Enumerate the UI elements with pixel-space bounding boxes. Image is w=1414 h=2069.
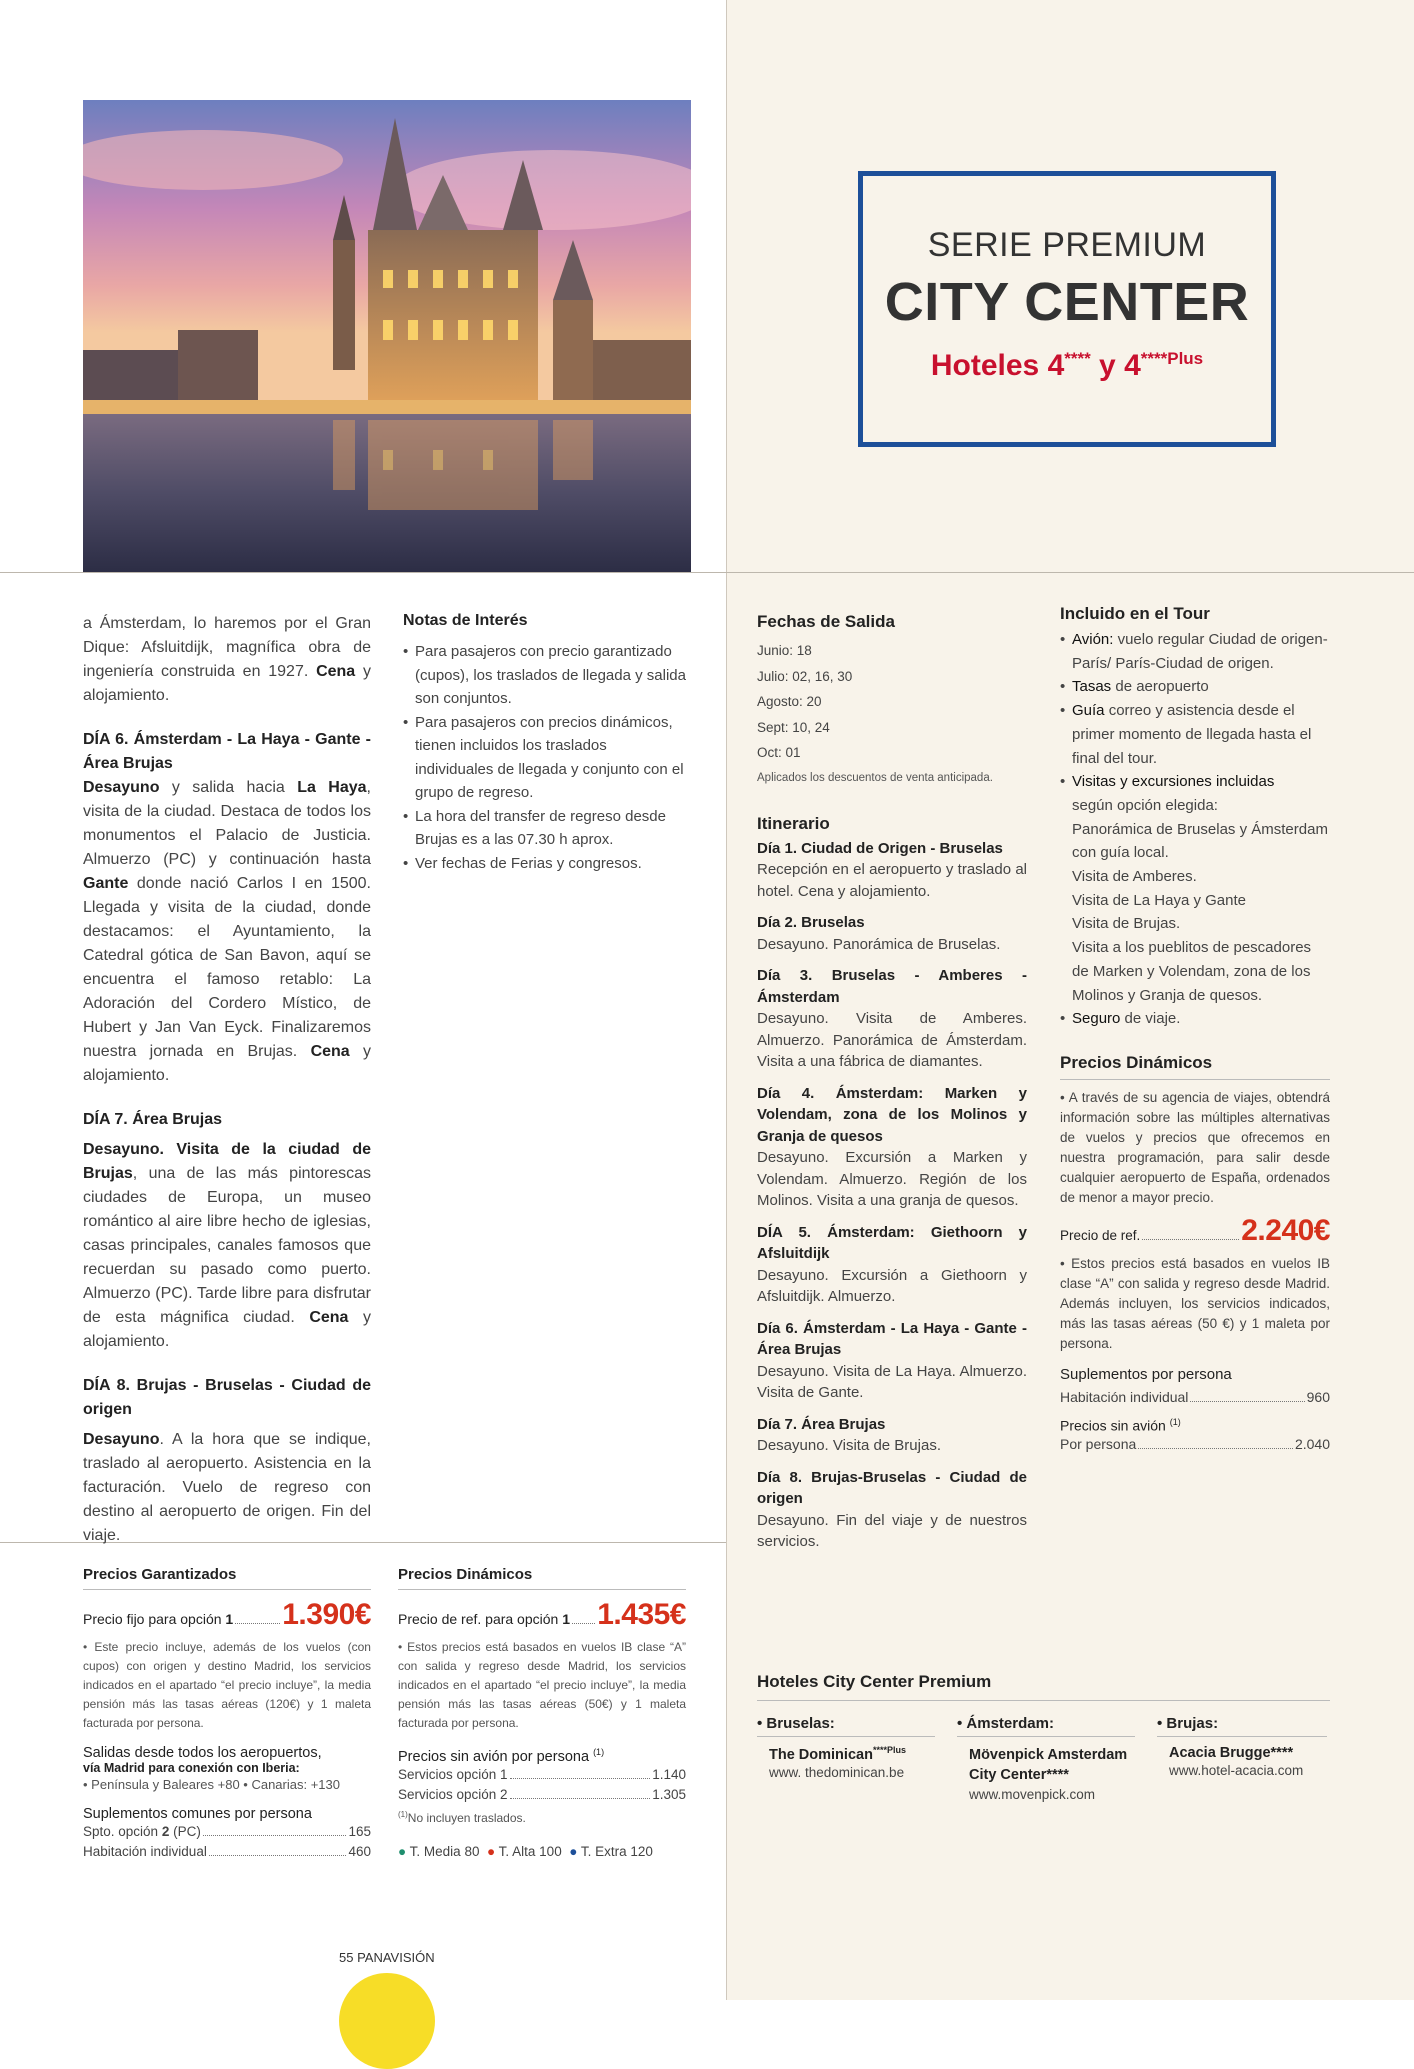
price-label bbox=[398, 1611, 570, 1627]
footnote bbox=[398, 1805, 686, 1828]
footnote-mark: (1) bbox=[398, 1809, 408, 1819]
dynamic-price-row bbox=[398, 1598, 686, 1632]
hotel-name bbox=[757, 1745, 935, 1763]
note-item: • Para pasajeros con precio garantizado (cupos), los traslados de llegada y salida son conjuntos. bbox=[403, 640, 688, 711]
guaranteed-price-row bbox=[83, 1598, 371, 1632]
dot-leader bbox=[1138, 1448, 1293, 1449]
hotel-category-part: Hoteles 4 bbox=[930, 349, 1065, 382]
season-label: T. Alta 100 bbox=[498, 1843, 562, 1859]
supplement-value: 165 bbox=[348, 1824, 371, 1839]
intro-paragraph bbox=[83, 612, 371, 708]
dates-note: Aplicados los descuentos de venta anticipada. bbox=[757, 771, 993, 784]
price-label bbox=[83, 1611, 233, 1627]
season-dot: ● bbox=[486, 1843, 496, 1859]
departures-title: Salidas desde todos los aeropuertos, bbox=[83, 1745, 322, 1761]
item-key: Seguro bbox=[1072, 1010, 1121, 1028]
bold-text: Gante bbox=[83, 875, 129, 892]
included-column bbox=[1060, 604, 1330, 1454]
itinerary-title: Itinerario bbox=[757, 813, 830, 833]
guaranteed-prices bbox=[83, 1566, 371, 1862]
day7-title: DÍA 7. Área Brujas bbox=[83, 1111, 223, 1128]
no-flight-label: Servicios opción 1 bbox=[398, 1766, 508, 1782]
option-number: 1 bbox=[225, 1611, 234, 1627]
no-flight-title bbox=[398, 1747, 686, 1765]
text: Precio de ref. para opción bbox=[398, 1611, 563, 1627]
included-title: Incluido en el Tour bbox=[1060, 604, 1210, 623]
text: (PC) bbox=[169, 1824, 201, 1839]
supplement-label: Habitación individual bbox=[1060, 1388, 1189, 1405]
departures-items: • Península y Baleares +80 • Canarias: +130 bbox=[83, 1777, 340, 1792]
text: a Ámsterdam, lo haremos por el Gran Dique: Afsluitdijk, magnífica obra de ingeniería construida en 1927. bbox=[83, 615, 371, 680]
text: de viaje. bbox=[1120, 1010, 1181, 1028]
day7-text bbox=[83, 1138, 371, 1354]
text: . A la hora que se indique, traslado al aeropuerto. Asistencia en la facturación. Vuelo de regreso con destino al aeropuerto de origen. Fin del viaje. bbox=[83, 1431, 371, 1544]
day-title: Día 7. Área Brujas bbox=[757, 1415, 886, 1433]
day-text: Desayuno. Excursión a Marken y Volendam. Almuerzo. Región de los Molinos. Visita a una granja de quesos. bbox=[757, 1149, 1027, 1209]
itinerary-text-column bbox=[83, 612, 371, 1548]
no-flight-row bbox=[398, 1785, 686, 1805]
item-key: Tasas bbox=[1072, 678, 1112, 696]
dynamic-note: • Estos precios está basados en vuelos IB clase “A” con salida y regreso desde Madrid, los servicios indicados en el apartado “el precio incluye”, la media pensión más las tasas aéreas (50€) y 1 maleta facturada por persona. bbox=[398, 1640, 686, 1730]
bold-text: La Haya bbox=[297, 779, 367, 796]
day6-title: DÍA 6. Ámsterdam - La Haya - Gante - Área Brujas bbox=[83, 731, 371, 772]
footnote-mark: (1) bbox=[593, 1747, 605, 1757]
text: y alojamiento. bbox=[83, 1309, 372, 1350]
dynamic-right-note: • A través de su agencia de viajes, obtendrá información sobre las múltiples alternativas de vuelos y precios que ofrecemos en nuestra programación, para salir desde cualquier aeropuerto de España, ordenados de menor a mayor precio. bbox=[1060, 1089, 1330, 1205]
text: Estos precios está basados en vuelos IB clase “A” con salida y regreso desde Madrid. Además incluyen, los servicios indicados, más las tasas aéreas (50 €) y 1 maleta por persona. bbox=[1060, 1255, 1330, 1351]
included-item bbox=[1060, 675, 1330, 699]
item-key: Guía bbox=[1072, 702, 1105, 720]
dates-itinerary-column bbox=[757, 612, 1027, 1553]
bold-text: Cena bbox=[310, 1043, 350, 1060]
day-text: Recepción en el aeropuerto y traslado al hotel. Cena y alojamiento. bbox=[757, 861, 1027, 900]
day-title: Día 2. Bruselas bbox=[757, 914, 865, 931]
dot-leader bbox=[510, 1798, 651, 1799]
text: y salida hacia bbox=[159, 779, 298, 796]
day-title: Día 1. Ciudad de Origen - Bruselas bbox=[757, 839, 1003, 857]
text: y alojamiento. bbox=[83, 663, 371, 704]
text: Bruselas: bbox=[766, 1715, 835, 1732]
hotel-card bbox=[957, 1715, 1135, 1805]
dynamic-right-note2: • Estos precios está basados en vuelos IB clase “A” con salida y regreso desde Madrid. Además incluyen, los servicios indicados, más las tasas aéreas (50 €) y 1 maleta por persona. bbox=[1060, 1255, 1330, 1351]
day8-text bbox=[83, 1428, 371, 1548]
day-title: Día 8. Brujas-Bruselas - Ciudad de origen bbox=[757, 1468, 1027, 1507]
included-list bbox=[1060, 628, 1330, 1031]
season-label: T. Media 80 bbox=[409, 1843, 480, 1859]
bold-text: Cena bbox=[316, 663, 356, 680]
dot-leader bbox=[510, 1778, 651, 1779]
horizontal-rule bbox=[0, 572, 1414, 573]
supplement-label: Habitación individual bbox=[83, 1844, 207, 1859]
no-flight-right-title bbox=[1060, 1417, 1330, 1434]
stars-plus-sup: ****Plus bbox=[1140, 349, 1204, 368]
text: y alojamiento. bbox=[83, 1043, 371, 1084]
visit-item: Visita de Amberes. bbox=[1072, 868, 1197, 886]
no-flight-value: 1.140 bbox=[652, 1766, 686, 1782]
text: Spto. opción bbox=[83, 1824, 162, 1839]
date-row: Junio: 18 bbox=[757, 643, 812, 658]
supplements-right-title: Suplementos por persona bbox=[1060, 1365, 1232, 1383]
dot-leader bbox=[1190, 1401, 1304, 1402]
text: Ámsterdam: bbox=[966, 1715, 1054, 1732]
text: A través de su agencia de viajes, obtendrá información sobre las múltiples alternativas de vuelos y precios que ofrecemos en nuestra programación, para salir desde cualquier aeropuerto de España, ordenados de menor a mayor precio. bbox=[1060, 1089, 1330, 1205]
hotel-city: • Ámsterdam: bbox=[957, 1715, 1135, 1737]
hotel-category bbox=[863, 349, 1271, 383]
series-label: SERIE PREMIUM bbox=[927, 226, 1207, 264]
visit-item: Visita de La Haya y Gante bbox=[1072, 891, 1246, 909]
departures-subtitle: vía Madrid para conexión con Iberia: bbox=[83, 1761, 300, 1775]
text: Brujas: bbox=[1166, 1715, 1219, 1732]
text: , visita de la ciudad. Destaca de todos los monumentos el Palacio de Justicia. Almuerzo (PC) y continuación hasta bbox=[83, 779, 371, 868]
day8-title: DÍA 8. Brujas - Bruselas - Ciudad de origen bbox=[83, 1377, 371, 1418]
hotels-title: Hoteles City Center Premium bbox=[757, 1672, 992, 1691]
included-item bbox=[1060, 770, 1330, 1007]
hotel-web: www.hotel-acacia.com bbox=[1169, 1763, 1304, 1778]
divider bbox=[757, 1700, 1330, 1701]
page-number: 55 PANAVISIÓN bbox=[339, 1950, 435, 1965]
option-number: 1 bbox=[562, 1611, 571, 1627]
dot-leader bbox=[235, 1623, 280, 1624]
hotel-name: Mövenpick Amsterdam City Center**** bbox=[969, 1747, 1128, 1783]
day-title: Día 3. Bruselas - Amberes - Ámsterdam bbox=[757, 967, 1027, 1006]
visit-item: Visita a los pueblitos de pescadores de Marken y Volendam, zona de los Molinos y Granja de quesos. bbox=[1072, 939, 1312, 1004]
notes-list bbox=[403, 640, 688, 875]
included-item bbox=[1060, 699, 1330, 770]
yellow-circle-decoration bbox=[339, 1973, 435, 2069]
dot-leader bbox=[572, 1623, 595, 1624]
dynamic-title: Precios Dinámicos bbox=[398, 1566, 533, 1583]
note-item: • Para pasajeros con precios dinámicos, tienen incluidos los traslados individuales de llegada y conjunto con el grupo de regreso. bbox=[403, 711, 688, 805]
page-divider bbox=[726, 0, 727, 2000]
itinerary-list bbox=[757, 838, 1027, 1553]
no-flight-row bbox=[398, 1765, 686, 1785]
day-text: Desayuno. Visita de Brujas. bbox=[757, 1437, 941, 1454]
text: Este precio incluye, además de los vuelos (con cupos) con origen y destino Madrid, los servicios indicados en el apartado “el precio incluye”, la media pensión más las tasas aéreas (120€) y 1 maleta facturada por persona. bbox=[83, 1640, 371, 1730]
dynamic-prices-left bbox=[398, 1566, 686, 1862]
dot-leader bbox=[1142, 1239, 1239, 1240]
text: donde nació Carlos I en 1500. Llegada y visita de la ciudad, donde destacamos: el Ayuntamiento, la Catedral gótica de San Bavon, aquí se encuentra el famoso retablo: La Adoración del Cordero Místico, de Hubert y Jan Van Eyck. Finalizaremos nuestra jornada en Brujas. bbox=[83, 875, 371, 1060]
supplement-row bbox=[83, 1842, 371, 1862]
season-label: T. Extra 120 bbox=[580, 1843, 653, 1859]
day-title: Día 4. Ámsterdam: Marken y Volendam, zona de los Molinos y Granja de quesos bbox=[757, 1084, 1027, 1145]
hotel-web: www. thedominican.be bbox=[769, 1764, 905, 1780]
hotel-card bbox=[1157, 1715, 1327, 1805]
option-number: 2 bbox=[161, 1824, 170, 1839]
bold-text: Desayuno. Visita de la ciudad de Brujas bbox=[83, 1141, 371, 1182]
guaranteed-title: Precios Garantizados bbox=[83, 1566, 237, 1583]
day-title: DÍA 5. Ámsterdam: Giethoorn y Afsluitdijk bbox=[757, 1223, 1027, 1262]
hotels-section bbox=[757, 1672, 1330, 1805]
bold-text: Desayuno bbox=[83, 779, 160, 796]
text: Precios sin avión bbox=[1060, 1417, 1166, 1434]
no-flight-label: Servicios opción 2 bbox=[398, 1786, 508, 1802]
text: , una de las más pintorescas ciudades de Europa, un museo romántico al aire libre hecho de iglesias, casas principales, canales famosos que recuerdan su pasado como puerto. Almuerzo (PC). Tarde libre para disfrutar de esta mágnifica ciudad. bbox=[83, 1165, 371, 1326]
hotels-grid bbox=[757, 1715, 1330, 1805]
note-item: • Ver fechas de Ferias y congresos. bbox=[403, 852, 688, 876]
day-text: Desayuno. Excursión a Giethoorn y Afsluitdijk. Almuerzo. bbox=[757, 1266, 1027, 1305]
per-person-row bbox=[1060, 1434, 1330, 1454]
season-dot: ● bbox=[398, 1843, 407, 1859]
text: de aeropuerto bbox=[1111, 678, 1209, 696]
hotel-city: • Brujas: bbox=[1157, 1715, 1327, 1737]
dates-title: Fechas de Salida bbox=[757, 612, 895, 631]
ref-price: 2.240€ bbox=[1241, 1213, 1330, 1247]
date-row: Sept: 10, 24 bbox=[757, 719, 830, 735]
notes-section bbox=[403, 612, 688, 875]
text: Precios sin avión por persona bbox=[398, 1748, 590, 1765]
dynamic-price: 1.435€ bbox=[597, 1598, 686, 1631]
day-text: Desayuno. Fin del viaje y de nuestros servicios. bbox=[757, 1511, 1027, 1550]
date-row: Oct: 01 bbox=[757, 745, 801, 760]
day-text: Desayuno. Panorámica de Bruselas. bbox=[757, 935, 1001, 953]
series-title: CITY CENTER bbox=[884, 272, 1250, 332]
ref-price-row bbox=[1060, 1214, 1330, 1248]
dot-leader bbox=[203, 1835, 347, 1836]
included-item bbox=[1060, 1007, 1330, 1031]
supplement-label bbox=[83, 1822, 201, 1842]
date-row: Julio: 02, 16, 30 bbox=[757, 668, 853, 684]
text: Estos precios está basados en vuelos IB clase “A” con salida y regreso desde Madrid, los servicios indicados en el apartado “el precio incluye”, la media pensión más las tasas aéreas (50€) y 1 maleta facturada por persona. bbox=[398, 1640, 686, 1730]
dynamic-right-title: Precios Dinámicos bbox=[1060, 1052, 1213, 1072]
divider bbox=[1060, 1079, 1330, 1080]
hotel-city: • Bruselas: bbox=[757, 1715, 935, 1737]
title-box bbox=[858, 171, 1276, 447]
text: correo y asistencia desde el primer momento de llegada hasta el final del tour. bbox=[1072, 702, 1312, 767]
text: Precio fijo para opción bbox=[83, 1611, 226, 1627]
text: No incluyen traslados. bbox=[407, 1810, 526, 1825]
bold-text: Desayuno bbox=[83, 1431, 160, 1448]
day-text: Desayuno. Visita de La Haya. Almuerzo. Visita de Gante. bbox=[757, 1362, 1027, 1401]
item-key: Visitas y excursiones incluidas bbox=[1072, 773, 1275, 791]
day-text: Desayuno. Visita de Amberes. Almuerzo. Panorámica de Ámsterdam. Visita a una fábrica de diamantes. bbox=[757, 1010, 1027, 1070]
text: vuelo regular Ciudad de origen-París/ París-Ciudad de origen. bbox=[1072, 631, 1328, 672]
supplement-value: 460 bbox=[348, 1844, 371, 1859]
note-item: • La hora del transfer de regreso desde Brujas es a las 07.30 h aprox. bbox=[403, 805, 688, 852]
dot-leader bbox=[209, 1855, 347, 1856]
supplements-title: Suplementos comunes por persona bbox=[83, 1806, 312, 1822]
price-label: Precio de ref. bbox=[1060, 1227, 1141, 1243]
day-title: Día 6. Ámsterdam - La Haya - Gante - Área Brujas bbox=[757, 1319, 1027, 1358]
no-flight-value: 1.305 bbox=[652, 1786, 686, 1802]
season-legend bbox=[398, 1842, 686, 1862]
date-row: Agosto: 20 bbox=[757, 694, 822, 709]
season-dot: ● bbox=[569, 1843, 578, 1859]
text: The Dominican bbox=[769, 1746, 873, 1763]
hotel-name: Acacia Brugge**** bbox=[1169, 1745, 1294, 1761]
supplement-value: 960 bbox=[1306, 1388, 1330, 1405]
supplement-row bbox=[83, 1822, 371, 1842]
visit-item: Panorámica de Bruselas y Ámsterdam con guía local. bbox=[1072, 820, 1328, 862]
item-key: Avión: bbox=[1072, 631, 1114, 648]
included-item bbox=[1060, 628, 1330, 675]
divider bbox=[83, 1589, 371, 1590]
per-person-label: Por persona bbox=[1060, 1435, 1137, 1452]
supplement-right-row bbox=[1060, 1387, 1330, 1407]
notes-title: Notas de Interés bbox=[403, 612, 528, 629]
divider bbox=[398, 1589, 686, 1590]
city-photo bbox=[83, 100, 691, 572]
per-person-value: 2.040 bbox=[1294, 1435, 1330, 1452]
dates-list bbox=[757, 638, 1027, 766]
text: según opción elegida: bbox=[1072, 796, 1218, 814]
visit-item: Visita de Brujas. bbox=[1072, 915, 1181, 933]
stars-sup: **** bbox=[1064, 349, 1091, 368]
guaranteed-note: • Este precio incluye, además de los vuelos (con cupos) con origen y destino Madrid, los servicios indicados en el apartado “el precio incluye”, la media pensión más las tasas aéreas (120€) y 1 maleta facturada por persona. bbox=[83, 1640, 371, 1730]
bold-text: Cena bbox=[309, 1309, 349, 1326]
hotel-web: www.movenpick.com bbox=[969, 1787, 1096, 1802]
hotel-card bbox=[757, 1715, 935, 1805]
guaranteed-price: 1.390€ bbox=[282, 1598, 371, 1631]
day6-text bbox=[83, 776, 371, 1088]
stars-sup: ****Plus bbox=[872, 1745, 906, 1755]
footnote-mark: (1) bbox=[1169, 1416, 1181, 1427]
hotel-category-part: y 4 bbox=[1090, 349, 1141, 382]
